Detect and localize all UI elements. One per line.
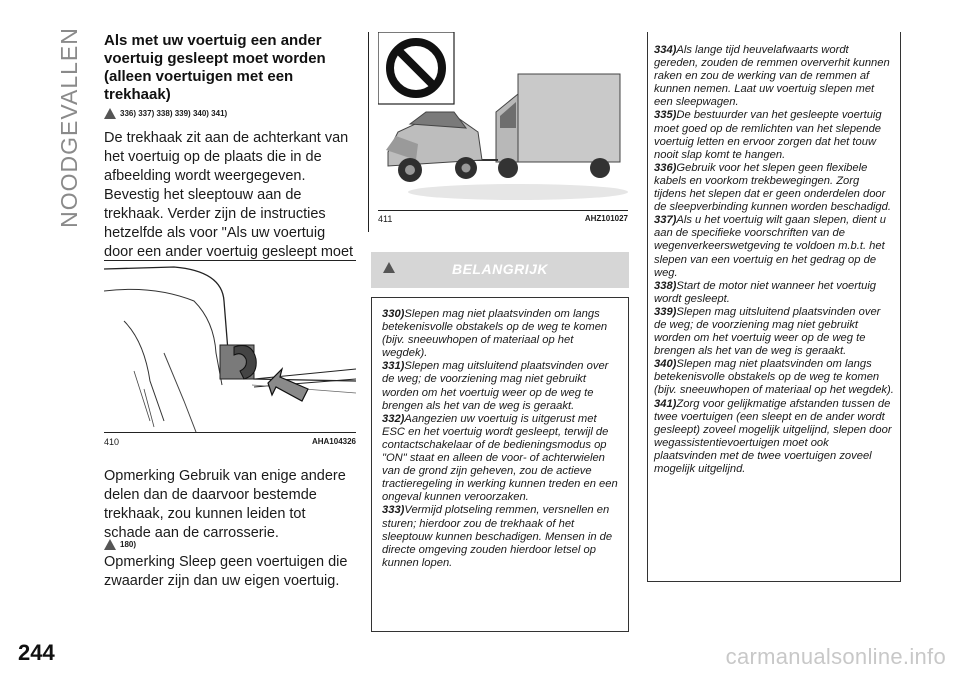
warning-text: Slepen mag uitsluitend plaatsvinden over de weg; de voorziening mag niet gebruikt worden om het voertuig weer op de weg te brengen als het van de weg is geraakt.	[654, 305, 881, 358]
warning-item	[654, 398, 894, 477]
warning-number: 331)	[382, 360, 405, 373]
section-paragraph: De trekhaak zit aan de achterkant van het voertuig op de plaats die in de afbeelding wordt weergegeven. Bevestig het sleeptouw aan de trekhaak. Verder zijn de instructies hetzelfde als voor "Als uw voertuig door een ander voertuig gesleept moet	[104, 130, 354, 260]
warning-number: 341)	[654, 397, 677, 410]
warning-title: BELANGRIJK	[451, 261, 548, 277]
warning-item	[654, 358, 894, 397]
warning-text: Als u het voertuig wilt gaan slepen, dient u aan de specifieke voorschriften van de wegenverkeerswetgeving te voldoen m.b.t. het slepen van een voertuig en het gedrag op de weg.	[654, 214, 886, 279]
warning-text: Gebruik voor het slepen geen flexibele kabels en voorkom trekbewegingen. Zorg tijdens het slepen dat er geen onderdelen door de sleepverbinding kunnen worden beschadigd.	[654, 161, 891, 214]
figure-code: AHA104326	[311, 437, 356, 446]
figure-rule	[378, 210, 628, 211]
warning-text: Slepen mag uitsluitend plaatsvinden over de weg; de voorziening mag niet gebruikt worden om het voertuig weer op de weg te brengen als het van de weg is geraakt.	[382, 360, 609, 412]
warning-number: 335)	[654, 109, 677, 122]
warning-number: 332)	[382, 412, 405, 425]
chapter-side-label-text: NOODGEVALLEN	[55, 26, 82, 228]
section-tow-other-vehicle	[104, 32, 356, 281]
warning-item	[654, 44, 894, 109]
warning-refs-text: 336) 337) 338) 339) 340) 341)	[120, 109, 228, 118]
warning-number: 337)	[654, 214, 677, 227]
figure-caption	[104, 437, 356, 447]
section-heading: Als met uw voertuig een ander voertuig gesleept moet worden (alleen voertuigen met een trekhaak)	[104, 32, 326, 103]
towing-illustration	[378, 32, 628, 210]
figure-410	[104, 260, 356, 453]
figure-rule	[104, 432, 356, 433]
warning-number: 336)	[654, 161, 677, 174]
warning-triangle-icon	[104, 108, 116, 119]
figure-caption	[378, 214, 628, 224]
figure-number: 410	[104, 437, 120, 447]
figure-411	[378, 32, 628, 230]
warning-text: Aangezien uw voertuig is uitgerust met ESC en het voertuig wordt gesleept, terwijl de contactschakelaar of de bedieningsmodus op "ON" staat en alleen de voor- of achterwielen van de grond zijn geheven, zou de actieve tractieregeling in werking kunnen treden en een ongeval kunnen veroorzaken.	[382, 412, 618, 504]
warning-refs	[104, 108, 356, 119]
warning-box-col2	[371, 297, 629, 632]
warning-text: Start de motor niet wanneer het voertuig wordt gesleept.	[654, 279, 877, 305]
warning-item	[382, 308, 620, 360]
warning-number: 340)	[654, 358, 677, 371]
warning-box-col3	[647, 32, 901, 582]
warning-item	[654, 306, 894, 358]
page-number: 244	[18, 640, 55, 665]
warning-item	[382, 360, 620, 412]
figure-number: 411	[378, 214, 393, 224]
warning-number: 338)	[654, 279, 677, 292]
warning-text: Als lange tijd heuvelafwaarts wordt gereden, zouden de remmen oververhit kunnen raken en zou de werking van de remmen af kunnen nemen. Laat uw voertuig slepen met een sleepwagen.	[654, 44, 890, 109]
warning-text: Slepen mag niet plaatsvinden om langs betekenisvolle obstakels op de weg te komen (bijv. sneeuwhopen of materiaal op het wegdek).	[654, 358, 894, 397]
warning-item	[382, 504, 620, 569]
warning-item	[654, 214, 894, 279]
warning-text: Vermijd plotseling remmen, versnellen en sturen; hierdoor zou de trekhaak of het sleeptouw kunnen beschadigen. Mensen in de directe omgeving zouden hierdoor letsel op kunnen lopen.	[382, 504, 613, 569]
warning-number: 334)	[654, 44, 677, 56]
warning-number: 330)	[382, 308, 405, 320]
warning-text: Slepen mag niet plaatsvinden om langs betekenisvolle obstakels op de weg te komen (bijv. sneeuwhopen of materiaal op het wegdek).	[382, 308, 608, 360]
warning-item	[654, 162, 894, 214]
watermark-text: carmanualsonline.info	[725, 644, 946, 669]
note-weight: Opmerking Sleep geen voertuigen die zwaarder zijn dan uw eigen voertuig.	[104, 554, 348, 589]
warning-number: 333)	[382, 504, 405, 517]
warning-triangle-icon	[104, 539, 116, 550]
warning-header	[371, 252, 629, 288]
note-ref-text: 180)	[120, 540, 137, 549]
note-ref	[104, 539, 136, 550]
note-other-parts: Opmerking Gebruik van enige andere delen dan de daarvoor bestemde trekhaak, zou kunnen leiden tot schade aan de carrosserie.	[104, 468, 346, 541]
chapter-side-label	[52, 26, 86, 228]
warning-item	[654, 109, 894, 161]
figure-code: AHZ101027	[584, 214, 628, 223]
warning-number: 339)	[654, 305, 677, 318]
warning-item	[382, 413, 620, 505]
warning-item	[654, 280, 894, 306]
figure-divider	[368, 32, 369, 232]
warning-text: De bestuurder van het gesleepte voertuig moet goed op de remlichten van het slepende voertuig letten en ervoor zorgen dat het touw nooit slap komt te hangen.	[654, 109, 882, 161]
warning-text: Zorg voor gelijkmatige afstanden tussen de twee voertuigen (een sleept en de ander wordt gesleept) zoveel mogelijk uitgelijnd, slepen door wegassistentievoertuigen moet ook plaatsvinden met de twee voertuigen zoveel mogelijk uitgelijnd.	[654, 397, 892, 475]
tow-hook-illustration	[104, 261, 356, 432]
